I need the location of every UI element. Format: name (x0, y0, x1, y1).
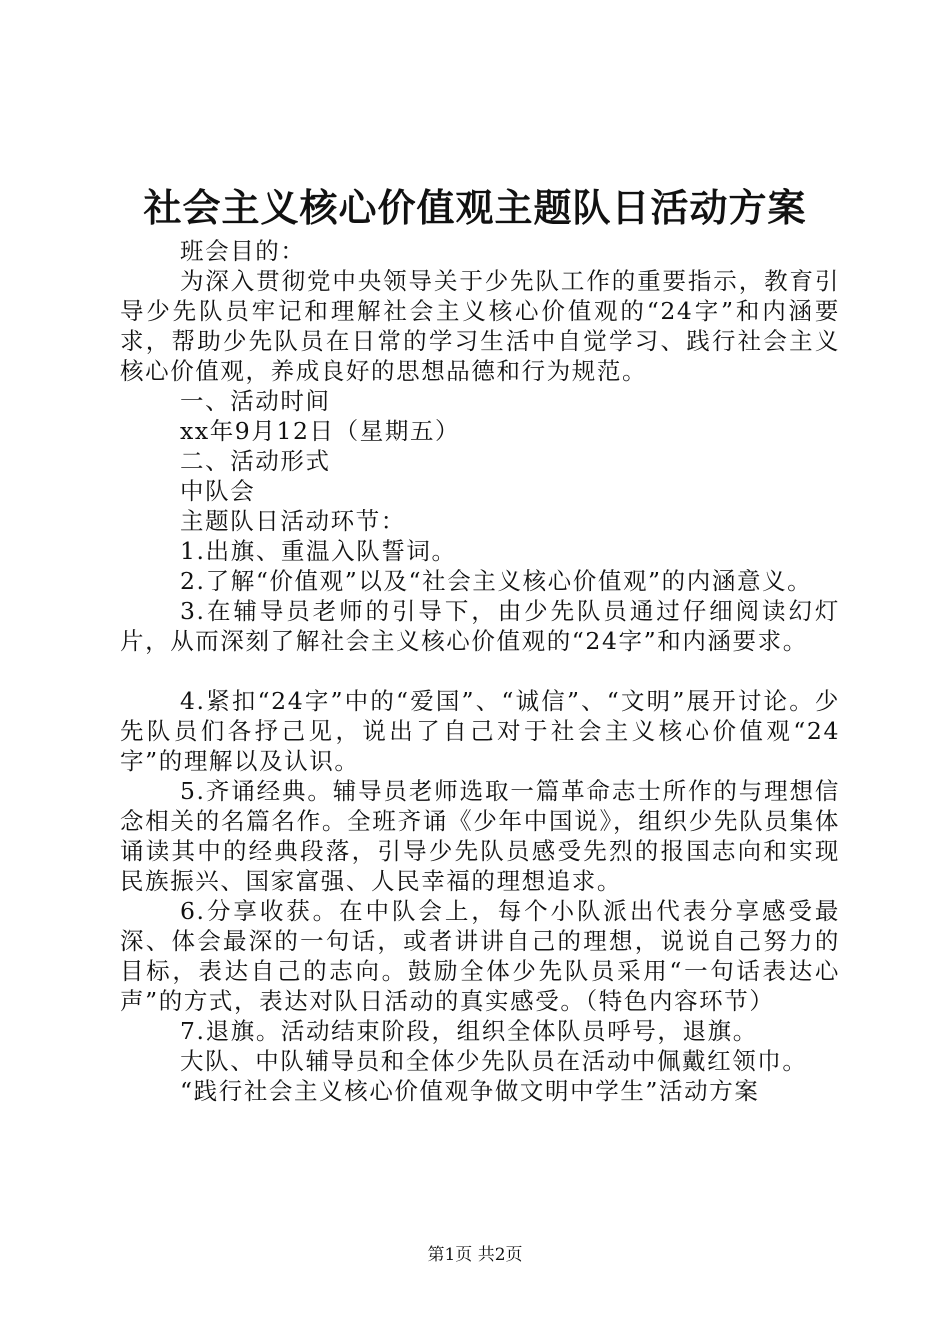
paragraph-steps-heading: 主题队日活动环节： (180, 507, 406, 535)
document-title: 社会主义核心价值观主题队日活动方案 (143, 185, 807, 230)
paragraph-red-scarf-note: 大队、中队辅导员和全体少先队员在活动中佩戴红领巾。 (180, 1047, 808, 1075)
paragraph-step-1: 1.出旗、重温入队誓词。 (180, 537, 457, 565)
paragraph-step-6: 6.分享收获。在中队会上，每个小队派出代表分享感受最深、体会最深的一句话，或者讲讲自己的理想，说说自己努力的目标，表达自己的志向。鼓励全体少先队员采用“一句话表达心声”的方式，表达对队日活动的真实感受。（特色内容环节） (120, 897, 840, 1015)
page-footer: 第1页 共2页 (427, 1245, 523, 1265)
paragraph-purpose: 为深入贯彻党中央领导关于少先队工作的重要指示，教育引导少先队员牢记和理解社会主义核心价值观的“24字”和内涵要求，帮助少先队员在日常的学习生活中自觉学习、践行社会主义核心价值观，养成良好的思想品德和行为规范。 (120, 267, 840, 385)
paragraph-section-format-heading: 二、活动形式 (180, 447, 331, 475)
paragraph-format: 中队会 (180, 477, 256, 505)
paragraph-section-time-heading: 一、活动时间 (180, 387, 331, 415)
document-body (120, 236, 840, 1106)
paragraph-step-7: 7.退旗。活动结束阶段，组织全体队员呼号，退旗。 (180, 1017, 758, 1045)
paragraph-next-plan-title: “践行社会主义核心价值观争做文明中学生”活动方案 (180, 1077, 760, 1105)
paragraph-meeting-purpose-heading: 班会目的： (180, 237, 306, 265)
paragraph-date: xx年9月12日（星期五） (180, 417, 461, 445)
paragraph-step-4: 4.紧扣“24字”中的“爱国”、“诚信”、“文明”展开讨论。少先队员们各抒己见，说出了自己对于社会主义核心价值观“24字”的理解以及认识。 (120, 687, 840, 775)
paragraph-step-3: 3.在辅导员老师的引导下，由少先队员通过仔细阅读幻灯片，从而深刻了解社会主义核心价值观的“24字”和内涵要求。 (120, 597, 840, 655)
paragraph-step-5: 5.齐诵经典。辅导员老师选取一篇革命志士所作的与理想信念相关的名篇名作。全班齐诵《少年中国说》，组织少先队员集体诵读其中的经典段落，引导少先队员感受先烈的报国志向和实现民族振兴、国家富强、人民幸福的理想追求。 (120, 777, 840, 895)
paragraph-step-2: 2.了解“价值观”以及“社会主义核心价值观”的内涵意义。 (180, 567, 813, 595)
